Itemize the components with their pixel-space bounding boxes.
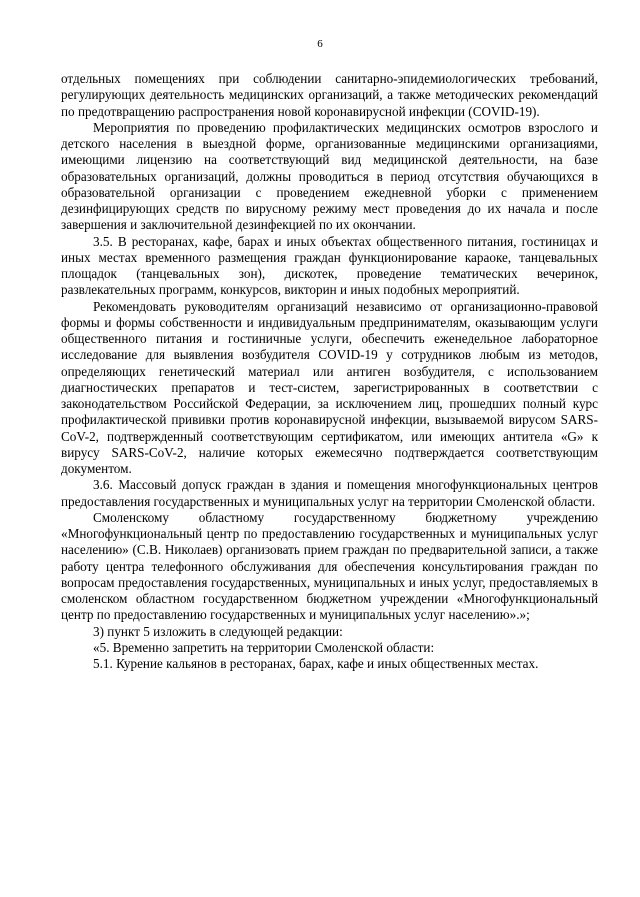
paragraph-item-5: «5. Временно запретить на территории Смоленской области: — [93, 639, 435, 655]
paragraph-mfc-instruction: Смоленскому областному государственному бюджетному учреждению «Многофункциональный центр по предоставлению государственных и муниципальных услуг населению» (С.В. Николаев) организовать прием граждан по предварительной записи, а также работу центра телефонного обслуживания для обеспечения консультирования граждан по вопросам предоставления государственных, муниципальных и иных услуг, предоставляемых в смоленском областном государственном бюджетном учреждении «Многофункциональный центр по предоставлению государственных и муниципальных услуг населению».»; — [61, 509, 598, 623]
document-body — [61, 71, 598, 672]
paragraph-amendment-3: 3) пункт 5 изложить в следующей редакции: — [93, 623, 343, 639]
paragraph-item-5-1: 5.1. Курение кальянов в ресторанах, барах, кафе и иных общественных местах. — [93, 656, 539, 671]
paragraph-continuation: отдельных помещениях при соблюдении санитарно-эпидемиологических требований, регулирующих деятельность медицинских организаций, а также методических рекомендаций по предотвращению распространения новой коронавирусной инфекции (COVID-19). — [61, 71, 598, 119]
page-number: 6 — [317, 38, 323, 50]
paragraph-recommendation-testing: Рекомендовать руководителям организаций независимо от организационно-правовой формы и формы собственности и индивидуальным предпринимателям, оказывающим услуги общественного питания и гостиничные услуги, обеспечить еженедельное лабораторное исследование для выявления возбудителя COVID-19 у сотрудников любым из методов, определяющих генетический материал или антиген возбудителя, с использованием диагностических препаратов и тест-систем, зарегистрированных в соответствии с законодательством Российской Федерации, за исключением лиц, прошедших полный курс профилактической прививки против коронавирусной инфекции, вызываемой вирусом SARS-CoV-2, подтвержденный соответствующим сертификатом, или имеющих антитела «G» к вирусу SARS-CoV-2, наличие которых ежемесячно подтверждается соответствующим документом. — [61, 298, 598, 476]
paragraph-item-3-6: 3.6. Массовый допуск граждан в здания и помещения многофункциональных центров предоставления государственных и муниципальных услуг на территории Смоленской области. — [61, 477, 598, 509]
paragraph-item-3-5: 3.5. В ресторанах, кафе, барах и иных объектах общественного питания, гостиницах и иных местах временного размещения граждан функционирование караоке, танцевальных площадок (танцевальных зон), дискотек, проведение тематических вечеринок, развлекательных программ, конкурсов, викторин и иных подобных мероприятий. — [61, 233, 598, 298]
paragraph-medical-examinations: Мероприятия по проведению профилактических медицинских осмотров взрослого и детского населения в выездной форме, организованные медицинскими организациями, имеющими лицензию на соответствующий вид медицинской деятельности, на базе образовательных организаций, должны проводиться в период отсутствия обучающихся в образовательной организации с проведением ежедневной уборки с применением дезинфицирующих средств по вирусному режиму мест проведения до их начала и после завершения и заключительной дезинфекцией по их окончании. — [61, 119, 598, 233]
